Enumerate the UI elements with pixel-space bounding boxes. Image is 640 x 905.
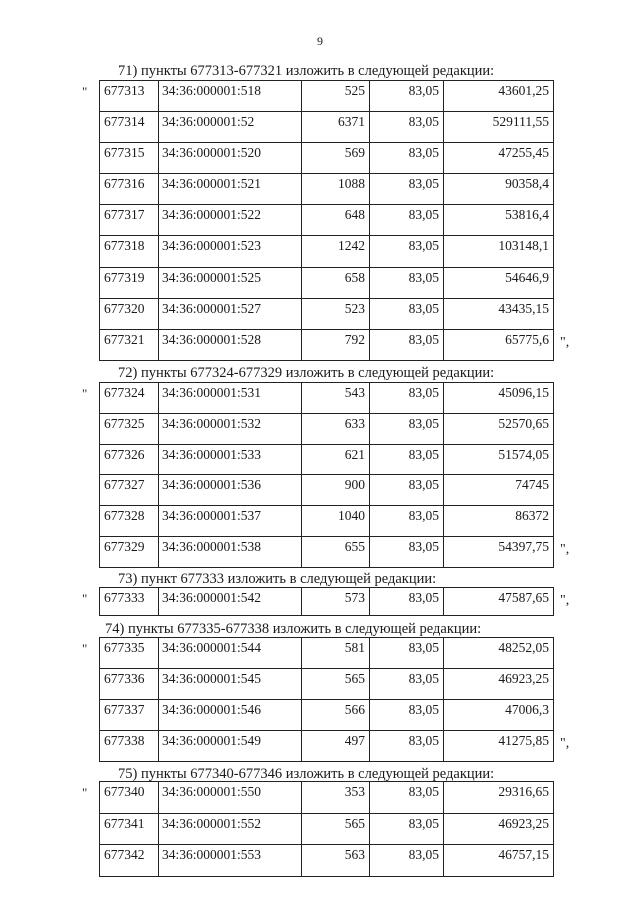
cadastral-cell: 34:36:000001:523 [159, 236, 302, 267]
registry-table [99, 637, 554, 762]
cadastral-cell: 34:36:000001:538 [159, 536, 302, 567]
value-cell: 46923,25 [444, 813, 554, 845]
value-cell: 53816,4 [444, 205, 554, 236]
section-heading: 73) пункт 677333 изложить в следующей редакции: [118, 571, 437, 587]
number-cell: 677329 [100, 536, 159, 567]
number-cell: 677341 [100, 813, 159, 845]
table-row [100, 782, 554, 814]
number-cell: 677324 [100, 383, 159, 414]
table-row [100, 845, 554, 877]
cadastral-cell: 34:36:000001:544 [159, 638, 302, 669]
table-row [100, 669, 554, 700]
rate-cell: 83,05 [370, 267, 444, 298]
cadastral-cell: 34:36:000001:550 [159, 782, 302, 814]
table-row [100, 174, 554, 205]
open-quote: " [82, 591, 88, 606]
close-quote: ", [560, 593, 570, 608]
close-quote: ", [560, 542, 570, 557]
number-cell: 677325 [100, 413, 159, 444]
number-cell: 677316 [100, 174, 159, 205]
rate-cell: 83,05 [370, 112, 444, 143]
cadastral-cell: 34:36:000001:532 [159, 413, 302, 444]
number-cell: 677321 [100, 329, 159, 360]
rate-cell: 83,05 [370, 174, 444, 205]
value-cell: 29316,65 [444, 782, 554, 814]
rate-cell: 83,05 [370, 506, 444, 537]
cadastral-cell: 34:36:000001:525 [159, 267, 302, 298]
table-row [100, 298, 554, 329]
area-cell: 573 [302, 588, 370, 616]
registry-table [99, 382, 554, 568]
open-quote: " [82, 84, 88, 99]
value-cell: 43601,25 [444, 81, 554, 112]
rate-cell: 83,05 [370, 444, 444, 475]
rate-cell: 83,05 [370, 731, 444, 762]
cadastral-cell: 34:36:000001:527 [159, 298, 302, 329]
value-cell: 43435,15 [444, 298, 554, 329]
area-cell: 633 [302, 413, 370, 444]
area-cell: 6371 [302, 112, 370, 143]
area-cell: 1088 [302, 174, 370, 205]
registry-table [99, 80, 554, 361]
area-cell: 655 [302, 536, 370, 567]
rate-cell: 83,05 [370, 205, 444, 236]
cadastral-cell: 34:36:000001:521 [159, 174, 302, 205]
cadastral-cell: 34:36:000001:553 [159, 845, 302, 877]
number-cell: 677320 [100, 298, 159, 329]
number-cell: 677313 [100, 81, 159, 112]
number-cell: 677314 [100, 112, 159, 143]
area-cell: 543 [302, 383, 370, 414]
area-cell: 1242 [302, 236, 370, 267]
number-cell: 677342 [100, 845, 159, 877]
rate-cell: 83,05 [370, 638, 444, 669]
table-row [100, 267, 554, 298]
number-cell: 677317 [100, 205, 159, 236]
table-row [100, 81, 554, 112]
table-row [100, 813, 554, 845]
table-row [100, 143, 554, 174]
table-row [100, 383, 554, 414]
section-heading: 72) пункты 677324-677329 изложить в следующей редакции: [118, 365, 495, 381]
value-cell: 41275,85 [444, 731, 554, 762]
number-cell: 677336 [100, 669, 159, 700]
value-cell: 86372 [444, 506, 554, 537]
close-quote: ", [560, 334, 570, 350]
registry-table [99, 587, 554, 616]
area-cell: 792 [302, 329, 370, 360]
table-row [100, 329, 554, 360]
page-number: 9 [317, 34, 323, 48]
value-cell: 51574,05 [444, 444, 554, 475]
number-cell: 677337 [100, 700, 159, 731]
area-cell: 566 [302, 700, 370, 731]
cadastral-cell: 34:36:000001:52 [159, 112, 302, 143]
rate-cell: 83,05 [370, 329, 444, 360]
close-quote: ", [560, 736, 570, 751]
rate-cell: 83,05 [370, 413, 444, 444]
area-cell: 523 [302, 298, 370, 329]
area-cell: 563 [302, 845, 370, 877]
number-cell: 677327 [100, 475, 159, 506]
table-row [100, 205, 554, 236]
value-cell: 65775,6 [444, 329, 554, 360]
table-row [100, 588, 554, 616]
area-cell: 648 [302, 205, 370, 236]
table-row [100, 731, 554, 762]
number-cell: 677335 [100, 638, 159, 669]
area-cell: 1040 [302, 506, 370, 537]
cadastral-cell: 34:36:000001:536 [159, 475, 302, 506]
value-cell: 46923,25 [444, 669, 554, 700]
registry-table [99, 781, 554, 877]
value-cell: 47006,3 [444, 700, 554, 731]
value-cell: 74745 [444, 475, 554, 506]
area-cell: 497 [302, 731, 370, 762]
rate-cell: 83,05 [370, 475, 444, 506]
cadastral-cell: 34:36:000001:528 [159, 329, 302, 360]
value-cell: 529111,55 [444, 112, 554, 143]
cadastral-cell: 34:36:000001:520 [159, 143, 302, 174]
number-cell: 677328 [100, 506, 159, 537]
number-cell: 677338 [100, 731, 159, 762]
table-row [100, 413, 554, 444]
value-cell: 47255,45 [444, 143, 554, 174]
rate-cell: 83,05 [370, 700, 444, 731]
number-cell: 677326 [100, 444, 159, 475]
area-cell: 353 [302, 782, 370, 814]
rate-cell: 83,05 [370, 298, 444, 329]
table-row [100, 536, 554, 567]
value-cell: 90358,4 [444, 174, 554, 205]
cadastral-cell: 34:36:000001:537 [159, 506, 302, 537]
number-cell: 677318 [100, 236, 159, 267]
value-cell: 54397,75 [444, 536, 554, 567]
number-cell: 677333 [100, 588, 159, 616]
table-row [100, 444, 554, 475]
rate-cell: 83,05 [370, 588, 444, 616]
open-quote: " [82, 785, 88, 800]
table-row [100, 112, 554, 143]
number-cell: 677340 [100, 782, 159, 814]
value-cell: 54646,9 [444, 267, 554, 298]
area-cell: 658 [302, 267, 370, 298]
section-heading: 74) пункты 677335-677338 изложить в следующей редакции: [105, 621, 482, 637]
value-cell: 52570,65 [444, 413, 554, 444]
cadastral-cell: 34:36:000001:533 [159, 444, 302, 475]
section-heading: 75) пункты 677340-677346 изложить в следующей редакции: [118, 766, 495, 782]
area-cell: 900 [302, 475, 370, 506]
cadastral-cell: 34:36:000001:552 [159, 813, 302, 845]
open-quote: " [82, 641, 88, 656]
rate-cell: 83,05 [370, 81, 444, 112]
area-cell: 525 [302, 81, 370, 112]
cadastral-cell: 34:36:000001:545 [159, 669, 302, 700]
area-cell: 581 [302, 638, 370, 669]
cadastral-cell: 34:36:000001:549 [159, 731, 302, 762]
section-heading: 71) пункты 677313-677321 изложить в следующей редакции: [118, 63, 495, 79]
table-row [100, 506, 554, 537]
number-cell: 677319 [100, 267, 159, 298]
cadastral-cell: 34:36:000001:546 [159, 700, 302, 731]
value-cell: 48252,05 [444, 638, 554, 669]
rate-cell: 83,05 [370, 236, 444, 267]
value-cell: 47587,65 [444, 588, 554, 616]
table-row [100, 475, 554, 506]
number-cell: 677315 [100, 143, 159, 174]
table-row [100, 700, 554, 731]
value-cell: 45096,15 [444, 383, 554, 414]
rate-cell: 83,05 [370, 383, 444, 414]
table-row [100, 638, 554, 669]
open-quote: " [82, 386, 88, 401]
rate-cell: 83,05 [370, 143, 444, 174]
rate-cell: 83,05 [370, 813, 444, 845]
cadastral-cell: 34:36:000001:542 [159, 588, 302, 616]
area-cell: 565 [302, 669, 370, 700]
cadastral-cell: 34:36:000001:531 [159, 383, 302, 414]
value-cell: 103148,1 [444, 236, 554, 267]
rate-cell: 83,05 [370, 845, 444, 877]
rate-cell: 83,05 [370, 782, 444, 814]
cadastral-cell: 34:36:000001:518 [159, 81, 302, 112]
area-cell: 621 [302, 444, 370, 475]
rate-cell: 83,05 [370, 536, 444, 567]
table-row [100, 236, 554, 267]
value-cell: 46757,15 [444, 845, 554, 877]
area-cell: 565 [302, 813, 370, 845]
cadastral-cell: 34:36:000001:522 [159, 205, 302, 236]
area-cell: 569 [302, 143, 370, 174]
rate-cell: 83,05 [370, 669, 444, 700]
